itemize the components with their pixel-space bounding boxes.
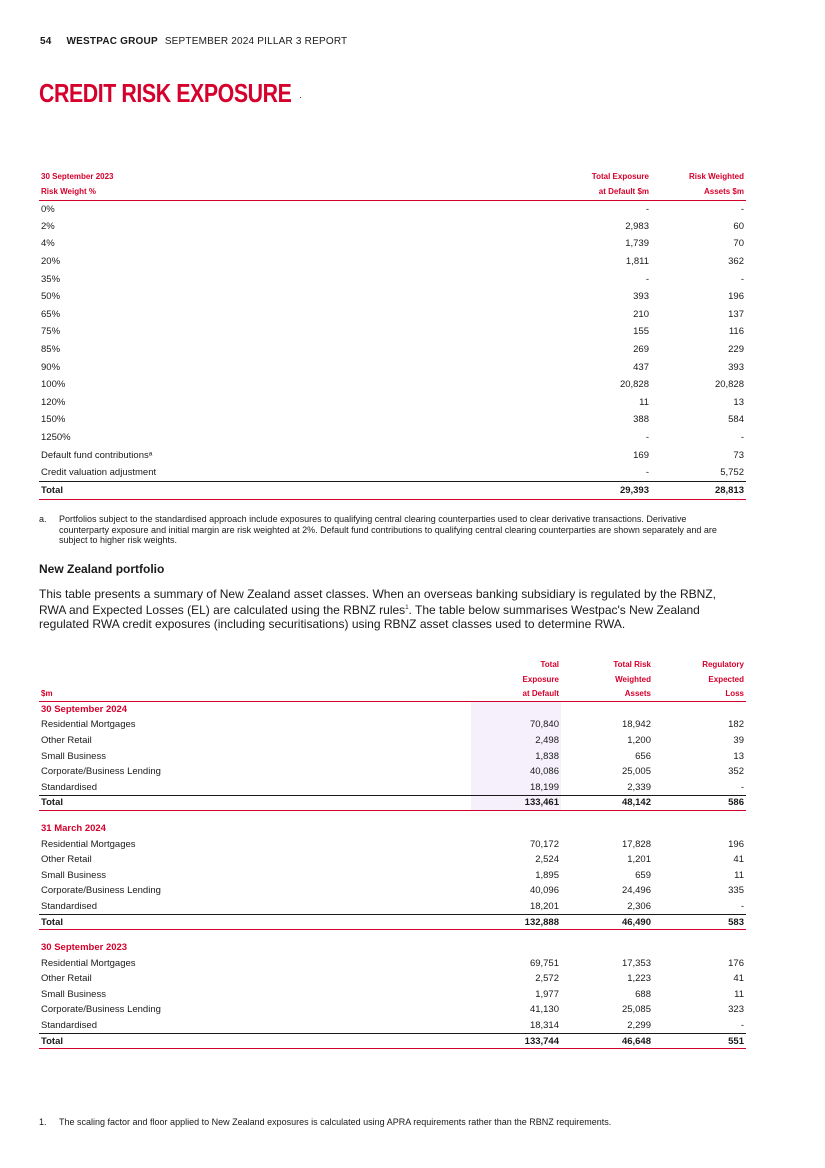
table-row: [39, 836, 746, 852]
t2-body: [39, 702, 746, 1049]
ead-value: 1,977: [535, 988, 559, 1000]
row-label: 100%: [41, 379, 66, 391]
total-ead: 133,744: [471, 1033, 561, 1049]
section-row: [39, 821, 746, 837]
ead-value: 1,739: [625, 238, 649, 250]
ead-value: 269: [633, 344, 649, 356]
total-rwa: 46,490: [561, 914, 653, 930]
para-part2: . The table below summarises Westpac's New Zealand regulated RWA credit exposures (including securitisations) using RBNZ asset classes used to determine RWA.: [39, 603, 700, 631]
el-value: 176: [728, 957, 744, 969]
row-label: 2%: [41, 220, 55, 232]
ead-value: 41,130: [529, 1004, 559, 1016]
t1-header-riskweight: Risk Weight %: [39, 184, 459, 200]
ead-value: 2,983: [625, 220, 649, 232]
ead-value: -: [645, 203, 649, 215]
page-title: CREDIT RISK EXPOSURE: [39, 78, 292, 108]
section-paragraph: [39, 587, 739, 631]
rwa-value: 18,942: [621, 719, 651, 731]
ead-value: 18,314: [529, 1019, 559, 1031]
row-label: 85%: [41, 344, 61, 356]
rwa-value: 196: [728, 291, 744, 303]
ead-value: 18,201: [529, 900, 559, 912]
shade-cell: [471, 702, 561, 718]
rwa-value: 5,752: [720, 466, 744, 478]
section-title: 30 September 2023: [41, 942, 128, 954]
t1-header-date: 30 September 2023: [41, 171, 114, 181]
table-row: [39, 1018, 746, 1034]
decorative-dot: [300, 97, 301, 98]
section-title: 30 September 2024: [41, 704, 128, 716]
row-label: 90%: [41, 361, 61, 373]
gap-cell: [653, 930, 746, 940]
table-row: [39, 1002, 746, 1018]
row-label: Residential Mortgages: [41, 719, 136, 731]
blank-cell: [653, 940, 746, 956]
blank-cell: [653, 702, 746, 718]
total-row: [39, 482, 746, 500]
nz-portfolio-table: [39, 658, 746, 1049]
ead-value: 69,751: [529, 957, 559, 969]
ead-value: 1,895: [535, 869, 559, 881]
table-row: [39, 987, 746, 1003]
row-label: 150%: [41, 414, 66, 426]
t2-header-ead-3: at Default: [471, 687, 561, 702]
rwa-value: 362: [728, 256, 744, 268]
t2-header-rwa-2: Weighted: [615, 674, 651, 684]
ead-value: 2,498: [471, 733, 561, 749]
ead-value: 18,199: [471, 779, 561, 795]
gap-cell: [39, 811, 471, 821]
rwa-value: 393: [728, 361, 744, 373]
table-row: [39, 323, 746, 341]
section-gap: [39, 811, 746, 821]
row-label: Other Retail: [41, 854, 92, 866]
rwa-value: 137: [728, 308, 744, 320]
total-rwa: 28,813: [651, 482, 746, 500]
rwa-value: 25,005: [621, 766, 651, 778]
row-label: Other Retail: [41, 973, 92, 985]
row-label: Corporate/Business Lending: [41, 885, 161, 897]
t1-header-ead-2: at Default $m: [459, 184, 651, 200]
footnote-1-text: The scaling factor and floor applied to New Zealand exposures is calculated using APRA requirements rather than the RBNZ requirements.: [59, 1117, 612, 1127]
rwa-value: 2,339: [627, 781, 651, 793]
total-label: Total: [39, 1033, 471, 1049]
shade-cell: [471, 940, 561, 956]
table-row: [39, 270, 746, 288]
el-value: 39: [733, 734, 744, 746]
table-row: [39, 218, 746, 236]
ead-value: 1,838: [471, 748, 561, 764]
row-label: Other Retail: [41, 734, 92, 746]
rwa-value: 1,201: [627, 854, 651, 866]
ead-value: 155: [633, 326, 649, 338]
rwa-value: -: [740, 273, 744, 285]
total-el: 551: [653, 1033, 746, 1049]
ead-value: -: [645, 466, 649, 478]
page-header: [40, 36, 347, 47]
ead-value: 40,086: [471, 764, 561, 780]
el-value: 41: [733, 854, 744, 866]
footnote-a: [39, 514, 729, 546]
gap-cell: [471, 930, 561, 940]
gap-cell: [653, 811, 746, 821]
brand-name: WESTPAC GROUP: [66, 36, 158, 47]
table-row: [39, 717, 746, 733]
el-value: -: [740, 1019, 744, 1031]
row-label: Credit valuation adjustment: [41, 466, 157, 478]
gap-cell: [561, 811, 653, 821]
rwa-value: 60: [733, 220, 744, 232]
total-el: 586: [653, 795, 746, 811]
table-row: [39, 733, 746, 749]
t1-header-rwa-1: Risk Weighted: [689, 171, 744, 181]
el-value: 41: [733, 973, 744, 985]
row-label: Residential Mortgages: [41, 838, 136, 850]
para-part1: This table presents a summary of New Zealand asset classes. When an overseas banking subsidiary is regulated by the RBNZ, RWA and Expected Losses (EL) are calculated using the RBNZ rules: [39, 587, 716, 617]
rwa-value: -: [740, 432, 744, 444]
table-row: [39, 288, 746, 306]
table-row: [39, 883, 746, 899]
rwa-value: 1,223: [627, 973, 651, 985]
footnote-1-marker: 1.: [39, 1117, 47, 1127]
total-el: 583: [653, 914, 746, 930]
table-row: [39, 253, 746, 271]
row-label: 75%: [41, 326, 61, 338]
total-label: Total: [39, 795, 471, 811]
ead-value: 169: [633, 449, 649, 461]
t2-header-blank: [39, 658, 471, 673]
row-label: 120%: [41, 396, 66, 408]
t2-header-el-1: Regulatory: [702, 660, 744, 670]
table-row: [39, 446, 746, 464]
t2-header-unit: $m: [39, 687, 471, 702]
total-label: Total: [39, 482, 459, 500]
ead-value: -: [645, 273, 649, 285]
rwa-value: 24,496: [621, 885, 651, 897]
row-label: Standardised: [41, 900, 97, 912]
t1-body: [39, 200, 746, 499]
rwa-value: 70: [733, 238, 744, 250]
row-label: Default fund contributionsᵃ: [41, 449, 153, 461]
rwa-value: 229: [728, 344, 744, 356]
el-value: -: [740, 781, 744, 793]
ead-value: 393: [633, 291, 649, 303]
rwa-value: 1,200: [627, 734, 651, 746]
row-label: Corporate/Business Lending: [41, 766, 161, 778]
rwa-value: 688: [635, 988, 651, 1000]
el-value: 352: [728, 766, 744, 778]
t2-header-ead-1: Total: [540, 660, 559, 670]
para-footnote-ref: 1: [405, 605, 409, 611]
table-row: [39, 971, 746, 987]
el-value: -: [740, 900, 744, 912]
row-label: 65%: [41, 308, 61, 320]
total-rwa: 48,142: [561, 795, 653, 811]
t2-header-rwa-1: Total Risk: [613, 660, 651, 670]
total-ead: 132,888: [471, 914, 561, 930]
footnote-1: [39, 1117, 611, 1127]
el-value: 182: [728, 719, 744, 731]
rwa-value: 659: [635, 869, 651, 881]
el-value: 323: [728, 1004, 744, 1016]
table-row: [39, 779, 746, 795]
ead-value: 70,172: [529, 838, 559, 850]
blank-cell: [561, 821, 653, 837]
row-label: Small Business: [41, 988, 106, 1000]
ead-value: 437: [633, 361, 649, 373]
total-row: [39, 1033, 746, 1049]
ead-value: 2,572: [535, 973, 559, 985]
t2-header-el-3: Loss: [653, 687, 746, 702]
section-heading: New Zealand portfolio: [39, 562, 165, 576]
table-row: [39, 464, 746, 482]
table-row: [39, 955, 746, 971]
rwa-value: 20,828: [714, 379, 744, 391]
gap-cell: [471, 811, 561, 821]
row-label: Small Business: [41, 750, 106, 762]
rwa-value: 73: [733, 449, 744, 461]
total-row: [39, 795, 746, 811]
table-row: [39, 852, 746, 868]
ead-value: 210: [633, 308, 649, 320]
row-label: 20%: [41, 256, 61, 268]
ead-value: -: [645, 432, 649, 444]
table-row: [39, 394, 746, 412]
t2-header-ead-2: Exposure: [522, 674, 559, 684]
el-value: 335: [728, 885, 744, 897]
ead-value: 2,524: [535, 854, 559, 866]
row-label: 4%: [41, 238, 55, 250]
risk-weight-table: [39, 168, 746, 500]
table-row: [39, 867, 746, 883]
table-row: [39, 899, 746, 915]
row-label: 1250%: [41, 432, 71, 444]
table-row: [39, 764, 746, 780]
ead-value: 388: [633, 414, 649, 426]
gap-cell: [561, 930, 653, 940]
table-row: [39, 200, 746, 218]
total-ead: 29,393: [459, 482, 651, 500]
blank-cell: [653, 821, 746, 837]
rwa-value: 17,828: [621, 838, 651, 850]
ead-value: 1,811: [625, 256, 649, 268]
t1-header-ead-1: Total Exposure: [591, 171, 649, 181]
table-row: [39, 235, 746, 253]
rwa-value: 584: [728, 414, 744, 426]
table-row: [39, 429, 746, 447]
el-value: 13: [733, 750, 744, 762]
row-label: Standardised: [41, 781, 97, 793]
row-label: Residential Mortgages: [41, 957, 136, 969]
t2-header-blank-2: [39, 673, 471, 688]
ead-value: 20,828: [619, 379, 649, 391]
rwa-value: 2,299: [627, 1019, 651, 1031]
ead-value: 70,840: [471, 717, 561, 733]
table-row: [39, 341, 746, 359]
total-ead: 133,461: [471, 795, 561, 811]
rwa-value: 2,306: [627, 900, 651, 912]
footnote-a-marker: a.: [39, 514, 47, 524]
table-row: [39, 306, 746, 324]
t1-header-rwa-2: Assets $m: [651, 184, 746, 200]
rwa-value: 656: [635, 750, 651, 762]
total-label: Total: [39, 914, 471, 930]
section-row: [39, 702, 746, 718]
table-row: [39, 376, 746, 394]
el-value: 196: [728, 838, 744, 850]
row-label: Standardised: [41, 1019, 97, 1031]
row-label: 35%: [41, 273, 61, 285]
table-row: [39, 411, 746, 429]
section-row: [39, 940, 746, 956]
section-title: 31 March 2024: [41, 822, 106, 834]
gap-cell: [39, 930, 471, 940]
row-label: Corporate/Business Lending: [41, 1004, 161, 1016]
total-rwa: 46,648: [561, 1033, 653, 1049]
rwa-value: 13: [733, 396, 744, 408]
table-row: [39, 358, 746, 376]
t2-header-rwa-3: Assets: [561, 687, 653, 702]
page-number: 54: [40, 36, 52, 47]
blank-cell: [561, 940, 653, 956]
el-value: 11: [734, 988, 744, 1000]
total-row: [39, 914, 746, 930]
footnote-a-text: Portfolios subject to the standardised approach include exposures to qualifying central clearing counterparties used to clear derivative transactions. Derivative counterparty exposure and initial margin are risk weighted at 2%. Default fund contributions to qualifying central clearing counterparties are shown separately and are subject to higher risk weights.: [59, 514, 717, 545]
blank-cell: [561, 702, 653, 718]
table-row: [39, 748, 746, 764]
rwa-value: 17,353: [621, 957, 651, 969]
el-value: 11: [734, 869, 744, 881]
section-gap: [39, 930, 746, 940]
ead-value: 11: [639, 396, 649, 408]
ead-value: 40,096: [529, 885, 559, 897]
row-label: 0%: [41, 203, 55, 215]
t2-header-el-2: Expected: [708, 674, 744, 684]
rwa-value: -: [740, 203, 744, 215]
rwa-value: 116: [728, 326, 744, 338]
report-name: SEPTEMBER 2024 PILLAR 3 REPORT: [164, 36, 348, 47]
row-label: Small Business: [41, 869, 106, 881]
rwa-value: 25,085: [621, 1004, 651, 1016]
shade-cell: [471, 821, 561, 837]
row-label: 50%: [41, 291, 61, 303]
